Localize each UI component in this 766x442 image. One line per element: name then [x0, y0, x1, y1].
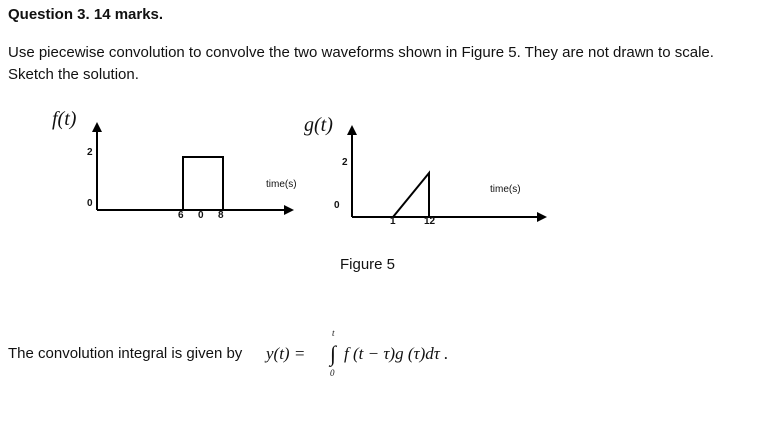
g-y-tick-2: 2 [342, 157, 348, 168]
g-x-axis-title: time(s) [490, 184, 521, 195]
f-x-arrow [284, 205, 294, 215]
figure-caption: Figure 5 [340, 256, 396, 273]
f-pulse [183, 157, 223, 210]
f-y-tick-2: 2 [87, 147, 93, 158]
f-y-tick-0: 0 [87, 198, 93, 209]
g-y-arrow [347, 125, 357, 135]
convolution-integral-line [8, 328, 708, 390]
g-ramp [393, 173, 429, 217]
f-x-tick-8: 8 [218, 210, 224, 221]
integral-upper-limit: t [332, 328, 335, 338]
question-body: Use piecewise convolution to convolve the two waveforms shown in Figure 5. They are not drawn to scale. Sketch the solution. [8, 44, 714, 83]
integral-lead-text: The convolution integral is given by [8, 345, 243, 362]
integral-sign: ∫ [330, 341, 337, 366]
integral-integrand: f (t − τ)g (τ)dτ . [344, 344, 449, 363]
f-x-tick-6: 6 [178, 210, 184, 221]
f-function-label: f(t) [52, 108, 77, 130]
f-y-arrow [92, 122, 102, 132]
f-x-axis-title: time(s) [266, 179, 297, 190]
g-x-tick-1: 1 [390, 216, 396, 227]
integral-lower-limit: 0 [330, 368, 335, 378]
question-heading: Question 3. 14 marks. [8, 6, 164, 23]
f-x-tick-0: 0 [198, 210, 204, 221]
g-x-arrow [537, 212, 547, 222]
g-function-label: g(t) [304, 114, 333, 136]
figure-5 [0, 100, 766, 300]
integral-lhs: y(t) = [266, 344, 306, 363]
g-y-tick-0: 0 [334, 200, 340, 211]
g-x-tick-12: 12 [424, 216, 436, 227]
